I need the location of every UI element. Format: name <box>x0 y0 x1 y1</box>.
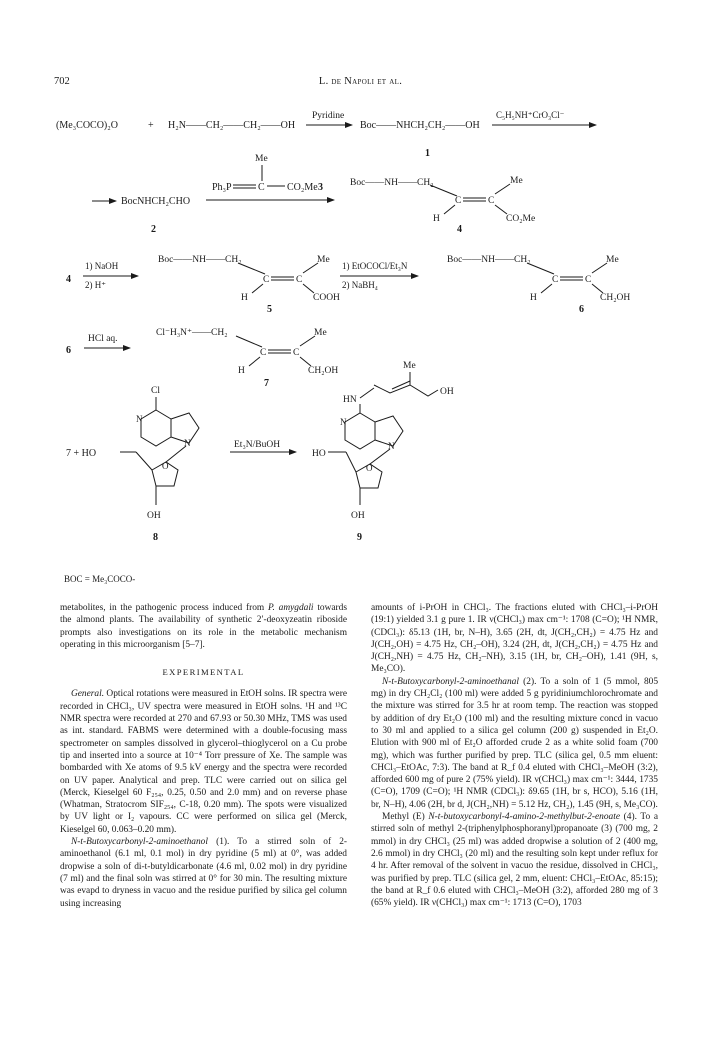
reagent-et3n-buoh: Et₃N/BuOH <box>234 440 281 450</box>
compound-label-5: 5 <box>267 304 272 315</box>
side-chain-me: Me <box>403 361 416 371</box>
product-4-c2: C <box>488 196 495 206</box>
acid-5-cooh-bond <box>303 284 314 293</box>
acid-5-c1: C <box>263 275 270 285</box>
purine-n9: N <box>184 438 191 448</box>
ammonium-7-ch2oh-bond <box>300 357 311 366</box>
acid-5-c2: C <box>296 275 303 285</box>
alcohol-6-ch2oh-bond <box>592 284 603 293</box>
alcohol-6-bond <box>527 263 554 274</box>
running-head: L. de Napoli et al. <box>318 76 403 87</box>
ylide-co2me: CO₂Me <box>287 182 318 193</box>
acid-5-h: H <box>241 293 248 303</box>
product-4-h-bond <box>444 205 455 214</box>
ammonium-7-ch2oh: CH₂OH <box>308 366 339 376</box>
ylide-carbon: C <box>258 182 265 193</box>
product-4-me-bond <box>495 184 510 194</box>
ammonium-7-bond <box>236 336 262 347</box>
compound-1-data-paragraph: amounts of i-PrOH in CHCl₃. The fractions eluted with CHCl₃–i-PrOH (19:1) yielded 3.1 g pure 1. IR ν(CHCl₃) max cm⁻¹: 1708 (C=O); ¹H NMR, (CDCl₃): δ5.13 (1H, br, N–H), 3.65 (2H, dt, J(CH₂,CH₂) = 4.75 Hz and J(CH₂,OH) = 4.75 Hz, CH₂–OH), 3.24 (2H, dt, J(CH₂,CH₂) = 4.75 Hz and J(CH₂,NH) = 4.75 Hz, CH₂–NH), 3.15 (1H, br, CH₂–OH), 1.41 (9H, s, Me₃CO). <box>371 603 658 675</box>
alcohol-6-h: H <box>530 293 537 303</box>
acid-5-me-bond <box>303 263 318 273</box>
ammonium-7-me: Me <box>314 328 327 338</box>
amino-hn: HN <box>343 395 357 405</box>
intro-paragraph: metabolites, in the pathogenic process induced from P. amygdali towards the almond plants. The availability of synthetic 2′-deoxyzeatin riboside prompts also investigations on its role in the metabolic mechanism operating in this microorganism [5–7]. <box>60 603 348 650</box>
compound-label-2: 2 <box>151 224 156 235</box>
plus-sign: + <box>148 120 154 131</box>
acid-5-h-bond <box>252 284 263 293</box>
alcohol-6-bocnh: Boc——NH——CH₂ <box>447 255 531 265</box>
reagent-hcl: HCl aq. <box>88 334 118 344</box>
product-1: Boc——NHCH₂CH₂——OH <box>360 120 480 131</box>
compound-label-3: 3 <box>318 182 323 193</box>
alcohol-6-h-bond <box>541 284 552 293</box>
ho-5-prime: HO <box>312 449 326 459</box>
product-4-ester-bond <box>495 205 507 214</box>
product-4-bond <box>430 185 457 196</box>
ylide-ph3p: Ph₃P <box>212 182 232 193</box>
acid-5-cooh: COOH <box>313 293 340 303</box>
start-label-6: 6 <box>66 345 71 356</box>
left-column <box>60 602 347 910</box>
page-number: 702 <box>54 76 70 87</box>
chloropurine-8 <box>136 386 199 521</box>
reagent-pcc: C₅H₅NH⁺CrO₃Cl⁻ <box>496 110 565 120</box>
reagent-pyridine: Pyridine <box>312 111 345 121</box>
section-heading-experimental: EXPERIMENTAL <box>162 667 245 678</box>
reactant-7-plus-ho: 7 + HO <box>66 448 97 459</box>
step-ethylchloroformate: 1) EtOCOCl/Et₃N <box>342 261 408 271</box>
ammonium-7-me-bond <box>300 336 315 346</box>
purine-n: N <box>136 414 143 424</box>
general-paragraph: General. Optical rotations were measured in EtOH solns. IR spectra were recorded in CHCl₃, UV spectra were measured in EtOH solns. ¹H and ¹³C NMR spectra were recorded at 270 and 67.93 or 50.30 MHz, TMS was used as int. standard. FABMS were determined with a double-focusing mass spectrometer on samples dissolved in glycerol–thioglycerol on a Cu probe tip and inserted into a source at 10⁻⁴ Torr pressure of Xe. The sample was bombarded with Xe atoms of 9.5 kV energy and the spectra were recorded on UV paper. Analytical and prep. TLC were carried out on silica gel (Merck, Kieselgel 60 F₂₅₄, 0.25, 0.50 and 2.0 mm) and on reverse phase (Whatman, Stratocrom SIF₂₅₄, C-18, 0.20 mm). The spots were visualized by UV light or I₂ vapours. CC were performed on silica gel (Merck, Kieselgel 60, 0.063–0.20 mm). <box>60 689 347 835</box>
ammonium-7-h: H <box>238 366 245 376</box>
compound-label-1: 1 <box>425 148 430 159</box>
alcohol-6-ch2oh: CH₂OH <box>600 293 631 303</box>
deoxyzeatin-riboside-9 <box>312 361 454 521</box>
product-4-me: Me <box>510 176 523 186</box>
compound-label-6: 6 <box>579 304 584 315</box>
step-acid: 2) H⁺ <box>85 280 106 290</box>
product-4-bocnh: Boc——NH——CH₂ <box>350 178 434 188</box>
acid-5-bond <box>238 263 265 274</box>
reactant-aminoethanol: H₂N——CH₂——CH₂——OH <box>168 120 296 131</box>
reactant-boc-anhydride: (Me₃COCO)₂O <box>56 120 118 131</box>
compound-4-paragraph: Methyl (E) N-t-butoxycarbonyl-4-amino-2-methylbut-2-enoate (4). To a stirred soln of methyl 2-(triphenylphosphoranyl)propanoate (3) (700 mg, 2 mmol) in dry CHCl₃ (25 ml) was added dropwise a solution of 2 (400 mg, 2.6 mmol) in dry CHCl₃ (20 ml) and the resulting soln kept under reflux for 4 hr. After removal of the solvent in vacuo the residue, dissolved in CHCl₃, was purified by prep. TLC (silica gel, 2 mm, eluent: CHCl₃–EtOAc, 85:15); the band at R_f 0.6 eluted with CHCl₃–MeOH (3:2), afforded 280 mg of 3 (65% yield). IR ν(CHCl₃) max cm⁻¹: 1713 (C=O), 1703 <box>371 812 658 909</box>
product-4-h: H <box>433 214 440 224</box>
alcohol-6-c1: C <box>552 275 559 285</box>
compound-label-8: 8 <box>153 532 158 543</box>
hydroxy-3-prime: OH <box>147 511 161 521</box>
acid-5-bocnh: Boc——NH——CH₂ <box>158 255 242 265</box>
ammonium-7-c2: C <box>293 348 300 358</box>
aldehyde-2: BocNHCH₂CHO <box>121 196 191 207</box>
hydroxy-3-prime-9: OH <box>351 511 365 521</box>
alcohol-6-c2: C <box>585 275 592 285</box>
compound-1-paragraph: N-t-Butoxycarbonyl-2-aminoethanol (1). To a stirred soln of 2-aminoethanol (6.1 ml, 0.1 mol) in dry pyridine (5 ml) at 0°, was added dropwise a soln of di-t-butyldicarbonate (4.6 ml, 0.02 mol) in dry pyridine (7 ml) and the final soln was stirred at 0° for 30 min. The resulting mixture was evapd to dryness in vacuo and the residue purified by silica gel column using increasing <box>60 837 348 909</box>
side-chain-oh: OH <box>440 387 454 397</box>
purine-n9-9: N <box>388 441 395 451</box>
compound-label-7: 7 <box>264 378 269 389</box>
ylide-me: Me <box>255 154 268 164</box>
ammonium-7-cation: Cl⁻H₃N⁺——CH₂ <box>156 328 228 338</box>
ring-oxygen-9: O <box>366 463 373 473</box>
acid-5-me: Me <box>317 255 330 265</box>
start-label-4: 4 <box>66 274 71 285</box>
purine-n-9: N <box>340 417 347 427</box>
chloro-substituent: Cl <box>151 386 160 396</box>
right-column <box>371 602 658 909</box>
product-4-c1: C <box>455 196 462 206</box>
alcohol-6-me: Me <box>606 255 619 265</box>
ammonium-7-h-bond <box>249 357 260 366</box>
step-naoh: 1) NaOH <box>85 261 119 271</box>
step-nabh4: 2) NaBH₄ <box>342 280 378 290</box>
compound-label-9: 9 <box>357 532 362 543</box>
compound-2-paragraph: N-t-Butoxycarbonyl-2-aminoethanal (2). To a soln of 1 (5 mmol, 805 mg) in dry CH₂Cl₂ (100 ml) were added 5 g pyridiniumchlorochromate and the mixture was stirred for 3.5 hr at room temp. The reaction was stopped by addition of dry Et₂O (100 ml) and the resulting mixture concd in vacuo to 30 ml and applied to a silica gel column (200 g) suspended in Et₂O. Elution with 900 ml of Et₂O afforded crude 2 as a white solid foam (700 mg), which was further purified by prep. TLC (silica gel, 0.5 mm eluent: CHCl₃–EtOAc, 7:3). The band at R_f 0.4 eluted with CHCl₃–MeOH (3:2), afforded 600 mg of pure 2 (75% yield). IR ν(CHCl₃) max cm⁻¹: 3444, 1735 (C=O), 1709 (C=O); ¹H NMR (CDCl₃): δ9.65 (1H, br s, HCO), 5.16 (1H, br, N–H), 4.06 (2H, br d, J(CH₂,NH) = 5.12 Hz, CH₂), 1.45 (9H, s, Me₃CO). <box>371 676 659 810</box>
product-4-co2me: CO₂Me <box>506 214 536 224</box>
ammonium-7-c1: C <box>260 348 267 358</box>
alcohol-6-me-bond <box>592 263 607 273</box>
ring-oxygen: O <box>162 461 169 471</box>
boc-footnote: BOC = Me₃COCO- <box>64 574 136 584</box>
compound-label-4: 4 <box>457 224 462 235</box>
